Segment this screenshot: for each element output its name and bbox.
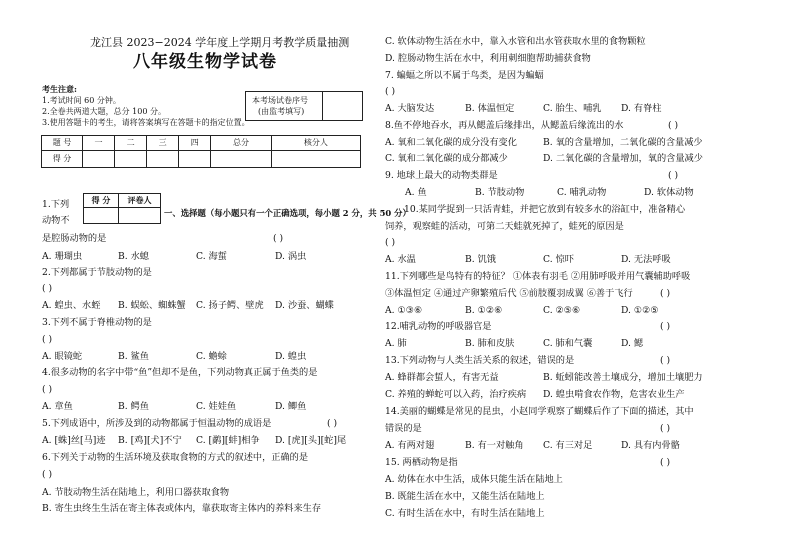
option[interactable]: A. 氧和二氧化碳的成分没有变化 <box>385 137 517 148</box>
question-text: 2.下列都属于节肢动物的是 <box>42 267 152 278</box>
option[interactable]: A. 珊瑚虫 <box>42 251 83 262</box>
question-text: 7. 蝙蝠之所以不属于鸟类，是因为蝙蝠 <box>385 70 544 81</box>
option[interactable]: A. 章鱼 <box>42 401 73 412</box>
question-text: 饲养，观察蛙的活动，可第二天蛙就死掉了，蛙死的原因是 <box>385 221 624 232</box>
grader-cell[interactable] <box>84 208 119 224</box>
option[interactable]: C. 氧和二氧化碳的成分都减少 <box>385 153 508 164</box>
option[interactable]: C. 娃娃鱼 <box>196 401 237 412</box>
option[interactable]: B. 水螅 <box>118 251 149 262</box>
question-text: 12.哺乳动物的呼吸器官是 <box>385 321 492 332</box>
score-header: 一 <box>83 136 115 151</box>
seat-number-box <box>245 91 363 121</box>
score-header: 题 号 <box>42 136 83 151</box>
answer-paren[interactable]: ( ) <box>385 237 396 248</box>
answer-paren[interactable]: ( ) <box>385 86 396 97</box>
question-text: 5.下列成语中，所涉及到的动物都属于恒温动物的成语是 <box>42 418 272 429</box>
answer-paren[interactable]: ( ) <box>42 469 53 480</box>
score-cell[interactable] <box>271 151 360 168</box>
option[interactable]: B. 体温恒定 <box>465 103 515 114</box>
option[interactable]: A. ①③⑥ <box>385 305 423 316</box>
question-text: 14.美丽的蝴蝶是常见的昆虫，小赵同学观察了蝴蝶后作了下面的描述，其中 <box>385 406 694 417</box>
score-header: 三 <box>147 136 179 151</box>
option[interactable]: B. 既能生活在水中，又能生活在陆地上 <box>385 491 545 502</box>
question-text: 6.下列关于动物的生活环境及获取食物的方式的叙述中，正确的是 <box>42 452 309 463</box>
option[interactable]: A. 肺 <box>385 338 407 349</box>
answer-paren[interactable]: ( ) <box>660 423 671 434</box>
option[interactable]: A. 节肢动物生活在陆地上，利用口器获取食物 <box>42 487 230 498</box>
question-text: 3.下列不属于脊椎动物的是 <box>42 317 152 328</box>
answer-paren[interactable]: ( ) <box>660 288 671 299</box>
answer-paren[interactable]: ( ) <box>668 170 679 181</box>
question-text: ③体温恒定 ④通过产卵繁殖后代 ⑤前肢覆羽成翼 ⑥善于飞行 <box>385 288 633 299</box>
grader-cell[interactable] <box>119 208 161 224</box>
score-header: 二 <box>115 136 147 151</box>
option[interactable]: D. 软体动物 <box>644 187 694 198</box>
answer-paren[interactable]: ( ) <box>42 283 53 294</box>
answer-paren[interactable]: ( ) <box>42 334 53 345</box>
option[interactable]: B. 寄生虫终生生活在寄主体表或体内，靠获取寄主体内的养料来生存 <box>42 503 322 514</box>
answer-paren[interactable]: ( ) <box>42 384 53 395</box>
answer-paren[interactable]: ( ) <box>273 233 284 244</box>
answer-paren[interactable]: ( ) <box>660 457 671 468</box>
option[interactable]: B. 有一对触角 <box>465 440 524 451</box>
score-cell[interactable] <box>211 151 272 168</box>
option[interactable]: B. [鸡][犬]不宁 <box>118 435 182 446</box>
option[interactable]: B. 蚯蚓能改善土壤成分，增加土壤肥力 <box>543 372 703 383</box>
option[interactable]: B. ①②⑥ <box>465 305 503 316</box>
question-text: 15. 两栖动物是指 <box>385 457 458 468</box>
grader-table <box>83 193 161 224</box>
option[interactable]: D. 涡虫 <box>275 251 307 262</box>
question-text: 13.下列动物与人类生活关系的叙述，错误的是 <box>385 355 575 366</box>
score-cell[interactable] <box>179 151 211 168</box>
option[interactable]: C. 养殖的蝉蛇可以入药，治疗疾病 <box>385 389 527 400</box>
option[interactable]: C. 胎生、哺乳 <box>543 103 602 114</box>
score-header: 四 <box>179 136 211 151</box>
seat-box-note: (由监考填写) <box>258 107 305 116</box>
question-text: 11.下列哪些是鸟特有的特征？ ①体表有羽毛 ②用肺呼吸并用气囊辅助呼吸 <box>385 271 691 282</box>
score-header: 总分 <box>211 136 272 151</box>
question-text: 9. 地球上最大的动物类群是 <box>385 170 498 181</box>
option[interactable]: B. 饥饿 <box>465 254 496 265</box>
option[interactable]: C. 扬子鳄、壁虎 <box>196 300 264 311</box>
option[interactable]: D. 蝗虫 <box>275 351 307 362</box>
option[interactable]: C. ②⑤⑥ <box>543 305 581 316</box>
option[interactable]: C. 海蜇 <box>196 251 227 262</box>
option[interactable]: C. 哺乳动物 <box>557 187 607 198</box>
option[interactable]: D. ①②⑤ <box>621 305 659 316</box>
option[interactable]: B. 氧的含量增加，二氧化碳的含量减少 <box>543 137 703 148</box>
exam-title: 八年级生物学试卷 <box>133 52 277 72</box>
exam-subtitle: 龙江县 2023−2024 学年度上学期月考教学质量抽测 <box>90 36 350 49</box>
option[interactable]: A. 有两对翅 <box>385 440 435 451</box>
option[interactable]: A. 蜂群都会蜇人，有害无益 <box>385 372 499 383</box>
option[interactable]: C. 有时生活在水中，有时生活在陆地上 <box>385 508 545 519</box>
option[interactable]: A. 蝗虫、水蛭 <box>42 300 101 311</box>
notice-item: 1.考试时间 60 分钟。 <box>42 96 121 105</box>
notice-item: 2.全卷共两道大题，总分 100 分。 <box>42 107 166 116</box>
question-text: 1.下列 <box>42 199 70 210</box>
option[interactable]: D. 二氧化碳的含量增加，氧的含量减少 <box>543 153 703 164</box>
question-text: 错误的是 <box>385 423 422 434</box>
option[interactable]: D. 无法呼吸 <box>621 254 671 265</box>
option[interactable]: A. 鱼 <box>405 187 427 198</box>
notice-heading: 考生注意: <box>42 84 77 94</box>
option[interactable]: B. 蜈蚣、蜘蛛蟹 <box>118 300 186 311</box>
notice-item: 3.使用答题卡的考生，请将答案填写在答题卡的指定位置。 <box>42 118 250 127</box>
answer-paren[interactable]: ( ) <box>668 120 679 131</box>
option[interactable]: C. 软体动物生活在水中，靠入水管和出水管获取水里的食物颗粒 <box>385 36 646 47</box>
answer-paren[interactable]: ( ) <box>660 355 671 366</box>
option[interactable]: D. 具有内骨骼 <box>621 440 680 451</box>
option[interactable]: C. 肺和气囊 <box>543 338 593 349</box>
section-heading: 一、选择题（每小题只有一个正确选项，每小题 2 分，共 50 分） <box>164 208 411 218</box>
score-header: 核分人 <box>271 136 360 151</box>
answer-paren[interactable]: ( ) <box>660 321 671 332</box>
option[interactable]: D. 有脊柱 <box>621 103 662 114</box>
question-text: 4.很多动物的名字中带“鱼”但却不是鱼，下列动物真正属于鱼类的是 <box>42 367 318 378</box>
option[interactable]: D. 腔肠动物生活在水中，利用刺细胞帮助捕获食物 <box>385 53 591 64</box>
option[interactable]: C. 惊吓 <box>543 254 574 265</box>
score-table <box>41 135 361 168</box>
option[interactable]: C. 有三对足 <box>543 440 593 451</box>
option[interactable]: B. 鳄鱼 <box>118 401 149 412</box>
question-text: 动物不 <box>42 215 70 226</box>
option[interactable]: A. 眼镜蛇 <box>42 351 83 362</box>
option[interactable]: B. 节肢动物 <box>475 187 525 198</box>
option[interactable]: C. 蟾蜍 <box>196 351 227 362</box>
option[interactable]: C. [鹬][蚌]相争 <box>196 435 260 446</box>
option[interactable]: B. 鲨鱼 <box>118 351 149 362</box>
question-text: 10.某同学捉到一只活青蛙，并把它放到有较多水的浴缸中，准备精心 <box>404 204 686 215</box>
score-cell[interactable] <box>147 151 179 168</box>
question-text: 8.鱼不停地吞水，再从鳃盖后缘排出，从鳃盖后缘流出的水 <box>385 120 624 131</box>
option[interactable]: A. 幼体在水中生活，成体只能生活在陆地上 <box>385 474 563 485</box>
answer-paren[interactable]: ( ) <box>327 418 338 429</box>
option[interactable]: D. 蝗虫啃食农作物，危害农业生产 <box>543 389 685 400</box>
score-cell[interactable] <box>83 151 115 168</box>
question-text: 是腔肠动物的是 <box>42 233 107 244</box>
grader-header: 评卷人 <box>119 194 161 208</box>
option[interactable]: A. 水温 <box>385 254 416 265</box>
option[interactable]: B. 肺和皮肤 <box>465 338 515 349</box>
option[interactable]: D. 鲫鱼 <box>275 401 307 412</box>
option[interactable]: D. 鳃 <box>621 338 644 349</box>
grader-header: 得 分 <box>84 194 119 208</box>
option[interactable]: A. 大脑发达 <box>385 103 435 114</box>
option[interactable]: A. [蛛]丝[马]迹 <box>42 435 106 446</box>
option[interactable]: D. [虎][头][蛇]尾 <box>275 435 347 446</box>
score-cell[interactable] <box>115 151 147 168</box>
seat-box-label: 本考场试卷序号 <box>252 96 308 105</box>
option[interactable]: D. 沙蚕、蝴蝶 <box>275 300 334 311</box>
score-row-label: 得 分 <box>42 151 83 168</box>
